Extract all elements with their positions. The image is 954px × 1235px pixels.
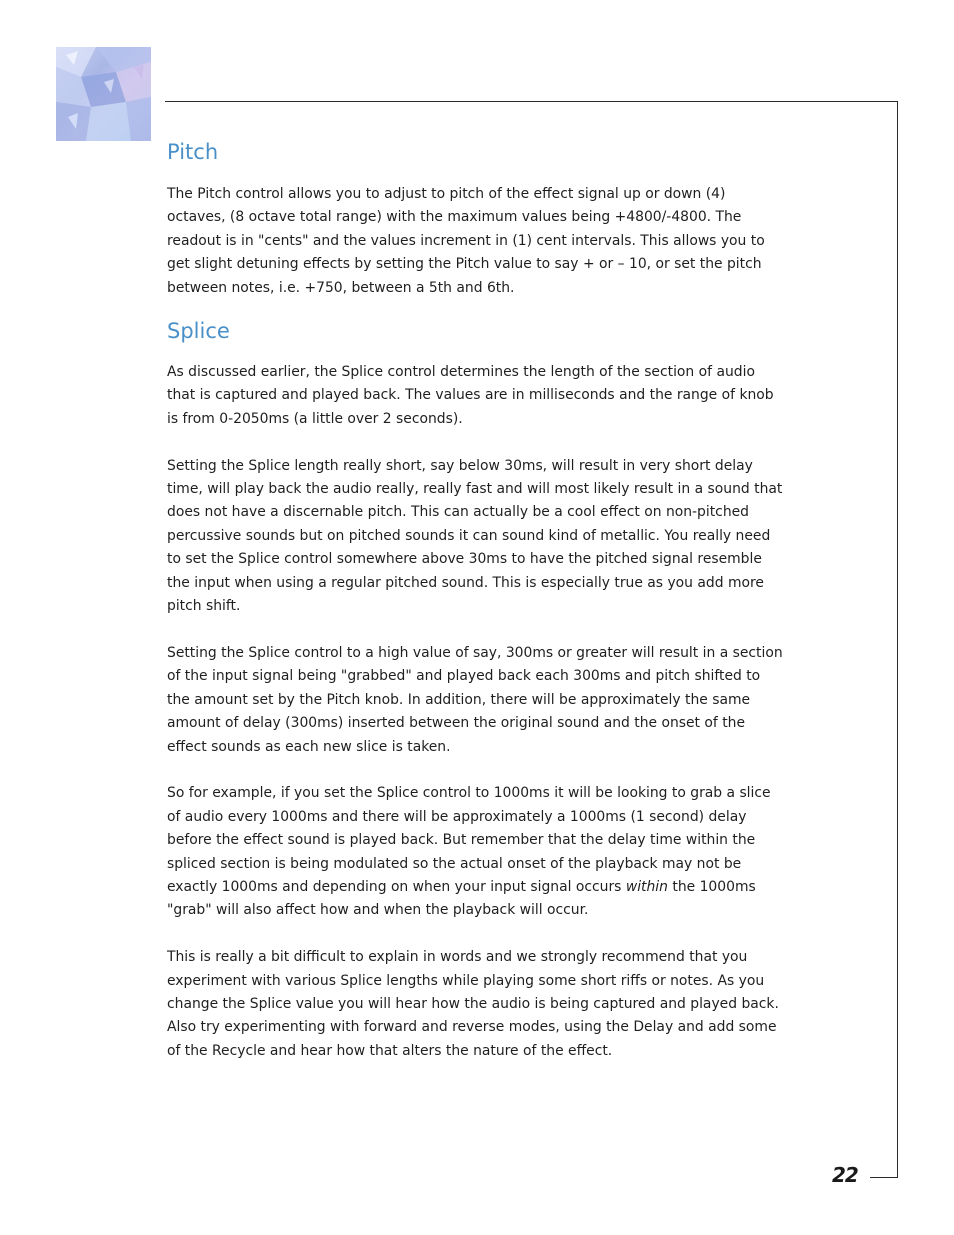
pitch-paragraph: The Pitch control allows you to adjust to pitch of the effect signal up or down (4) octaves, (8 octave total range) with the maximum values being +4800/-4800. The readout is in "cents" and the values increment in (1) cent intervals. This allows you to get slight detuning effects by setting the Pitch value to say + or – 10, or set the pitch between notes, i.e. +750, between a 5th and 6th. (167, 186, 765, 296)
splice-heading: Splice (167, 319, 230, 344)
splice-paragraph-4-text-a: So for example, if you set the Splice control to 1000ms it will be looking to grab a slice of audio every 1000ms and there will be approximately a 1000ms (1 second) delay before the effect sound is played back. But remember that the delay time within the spliced section is being modulated so the actual onset of the playback may not be exactly 1000ms and depending on when your input signal occurs (167, 785, 771, 895)
splice-paragraph-5: This is really a bit difficult to explain in words and we strongly recommend that you experiment with various Splice lengths while playing some short riffs or notes. As you change the Splice value you will hear how the audio is being captured and played back. Also try experimenting with forward and reverse modes, using the Delay and add some of the Recycle and hear how that alters the nature of the effect. (167, 949, 779, 1059)
splice-paragraph-1: As discussed earlier, the Splice control determines the length of the section of audio that is captured and played back. The values are in milliseconds and the range of knob is from 0-2050ms (a little over 2 seconds). (167, 364, 774, 427)
splice-paragraph-4-italic: within (625, 878, 668, 895)
page-number: 22 (832, 1163, 858, 1187)
page-frame-right-rule (897, 101, 898, 1178)
page-frame-bottom-tick (870, 1177, 898, 1178)
crystal-pattern-graphic (56, 47, 151, 141)
splice-paragraph-4-text-b: the 1000ms "grab" will also affect how and when the playback will occur. (167, 878, 756, 919)
decorative-crystal-image (56, 47, 151, 141)
splice-paragraph-4 (167, 782, 787, 922)
page-frame-top-rule (165, 101, 898, 102)
splice-paragraph-3: Setting the Splice control to a high value of say, 300ms or greater will result in a section of the input signal being "grabbed" and played back each 300ms and pitch shifted to the amount set by the Pitch knob. In addition, there will be approximately the same amount of delay (300ms) inserted between the original sound and the onset of the effect sounds as each new slice is taken. (167, 644, 783, 755)
pitch-heading: Pitch (167, 140, 219, 164)
splice-paragraph-2: Setting the Splice length really short, say below 30ms, will result in very short delay time, will play back the audio really, really fast and will most likely result in a sound that does not have a discernable pitch. This can actually be a cool effect on non-pitched percussive sounds but on pitched sounds it can sound kind of metallic. You really need to set the Splice control somewhere above 30ms to have the pitched signal resemble the input when using a regular pitched sound. This is especially true as you add more pitch shift. (167, 457, 783, 615)
page-content (167, 138, 787, 1063)
